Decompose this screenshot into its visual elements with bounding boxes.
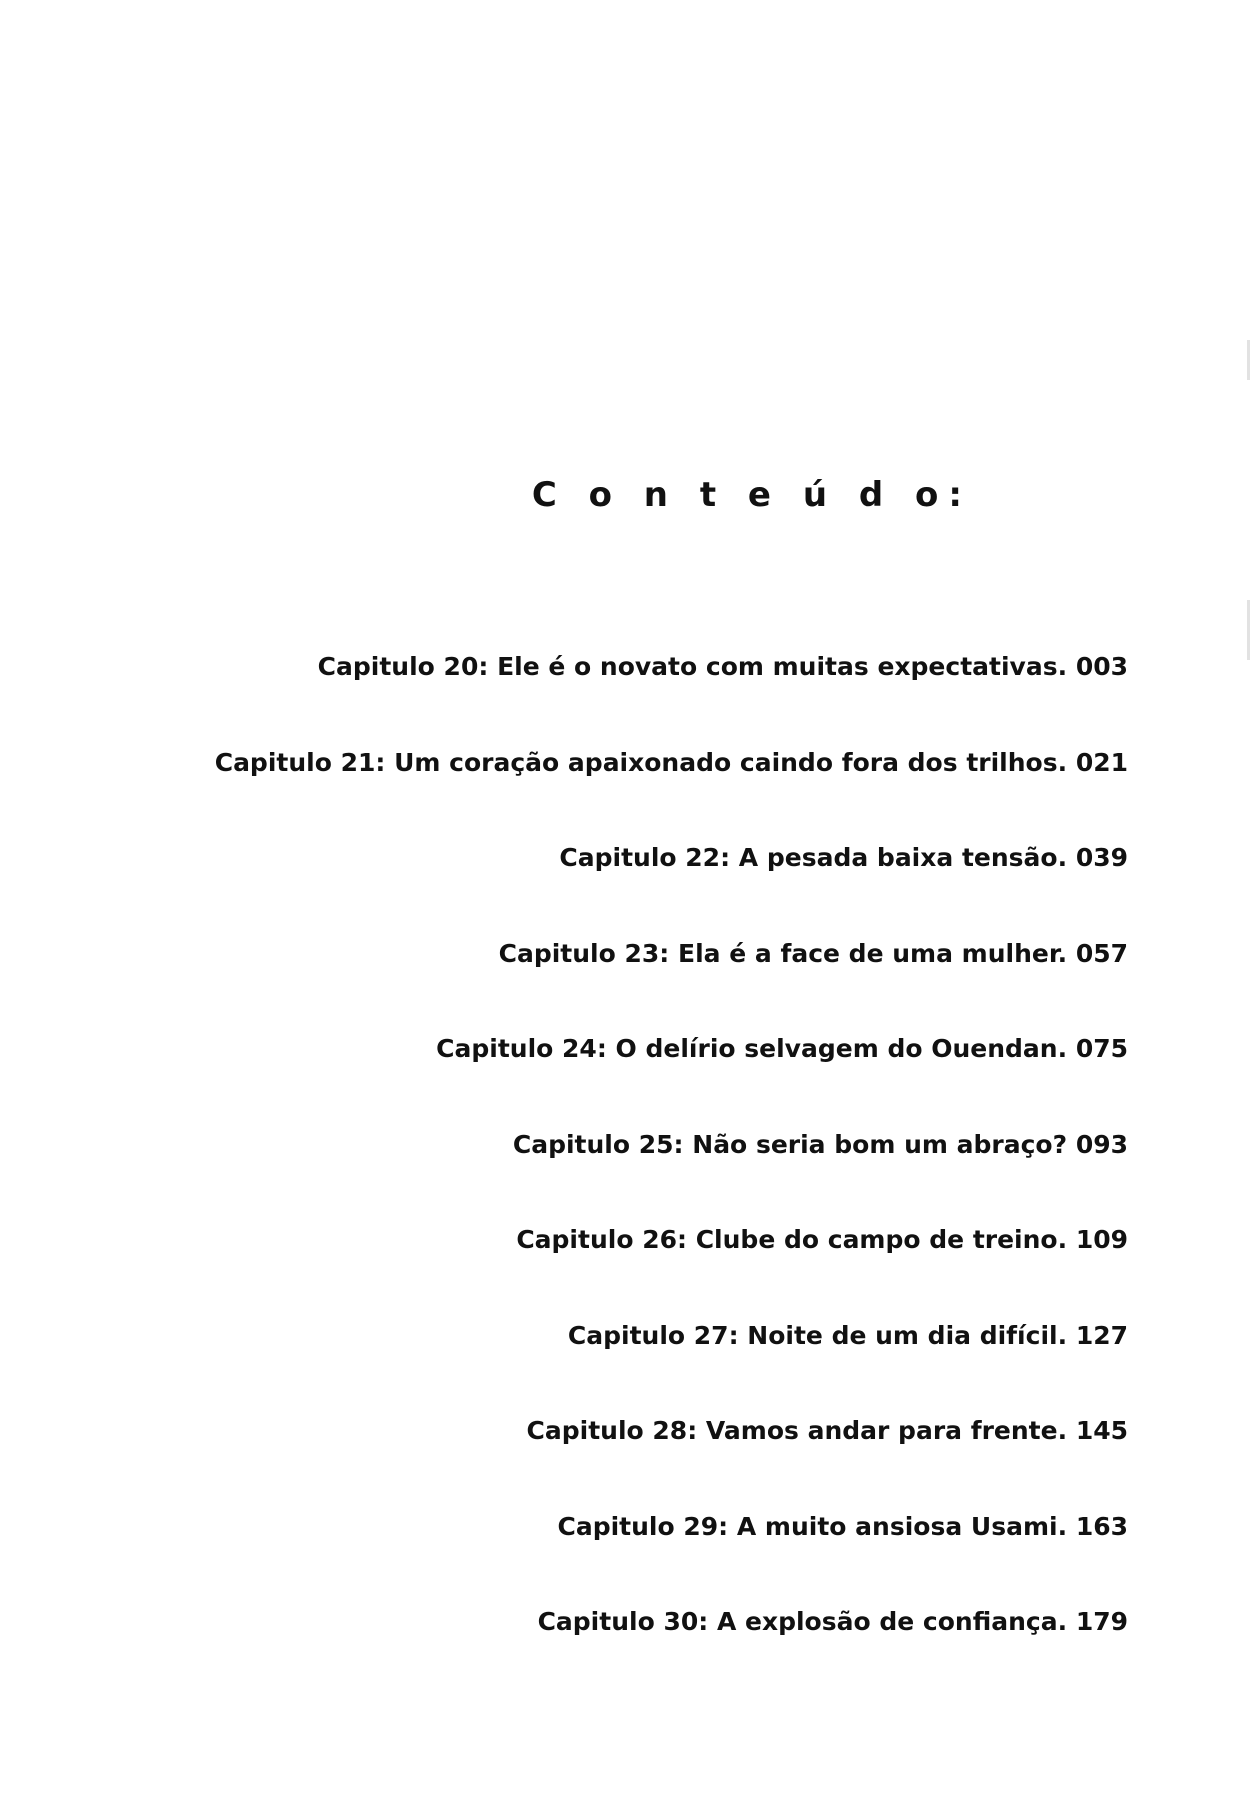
- page-number: 109: [1075, 1225, 1128, 1254]
- chapter-label: Capitulo 23:: [498, 938, 670, 968]
- page-number: 127: [1075, 1320, 1128, 1350]
- chapter-title: A muito ansiosa Usami.: [736, 1511, 1068, 1541]
- toc-entry[interactable]: [28, 1027, 1128, 1123]
- chapter-title: Um coração apaixonado caindo fora dos trilhos.: [394, 747, 1068, 777]
- page-number: 179: [1075, 1607, 1128, 1636]
- page-number: 145: [1075, 1416, 1128, 1445]
- toc-entry[interactable]: [28, 1505, 1128, 1601]
- chapter-label: Capitulo 20:: [317, 652, 489, 681]
- chapter-title: A pesada baixa tensão.: [738, 843, 1068, 872]
- page-number: 003: [1075, 652, 1128, 681]
- toc-entry[interactable]: [28, 645, 1128, 741]
- chapter-label: Capitulo 27:: [567, 1320, 739, 1350]
- chapter-label: Capitulo 26:: [516, 1225, 687, 1254]
- toc-entry[interactable]: [28, 741, 1128, 837]
- chapter-title: Ele é o novato com muitas expectativas.: [497, 652, 1068, 681]
- page-number: 075: [1075, 1034, 1128, 1063]
- chapter-label: Capitulo 25:: [512, 1129, 684, 1159]
- table-of-contents: [28, 645, 1128, 1696]
- chapter-label: Capitulo 21:: [214, 747, 386, 777]
- chapter-label: Capitulo 24:: [436, 1034, 607, 1063]
- toc-entry[interactable]: [28, 1600, 1128, 1696]
- page-number: 163: [1075, 1511, 1128, 1541]
- page-title: C o n t e ú d o:: [531, 475, 972, 515]
- chapter-title: O delírio selvagem do Ouendan.: [615, 1034, 1068, 1063]
- toc-entry[interactable]: [28, 1314, 1128, 1410]
- toc-entry[interactable]: [28, 1123, 1128, 1219]
- chapter-title: Ela é a face de uma mulher.: [678, 938, 1068, 968]
- chapter-label: Capitulo 30:: [537, 1607, 709, 1636]
- chapter-title: Vamos andar para frente.: [705, 1416, 1068, 1445]
- toc-entry[interactable]: [28, 1409, 1128, 1505]
- toc-entry[interactable]: [28, 836, 1128, 932]
- chapter-title: Clube do campo de treino.: [695, 1225, 1068, 1254]
- page-number: 021: [1075, 747, 1128, 777]
- toc-entry[interactable]: [28, 1218, 1128, 1314]
- page-number: 093: [1075, 1129, 1128, 1159]
- chapter-title: A explosão de confiança.: [716, 1607, 1068, 1636]
- chapter-title: Noite de um dia difícil.: [747, 1320, 1068, 1350]
- page-number: 057: [1075, 938, 1128, 968]
- chapter-label: Capitulo 29:: [557, 1511, 729, 1541]
- chapter-label: Capitulo 22:: [559, 843, 731, 872]
- chapter-label: Capitulo 28:: [526, 1416, 698, 1445]
- chapter-title: Não seria bom um abraço?: [692, 1129, 1068, 1159]
- toc-entry[interactable]: [28, 932, 1128, 1028]
- page-number: 039: [1075, 843, 1128, 872]
